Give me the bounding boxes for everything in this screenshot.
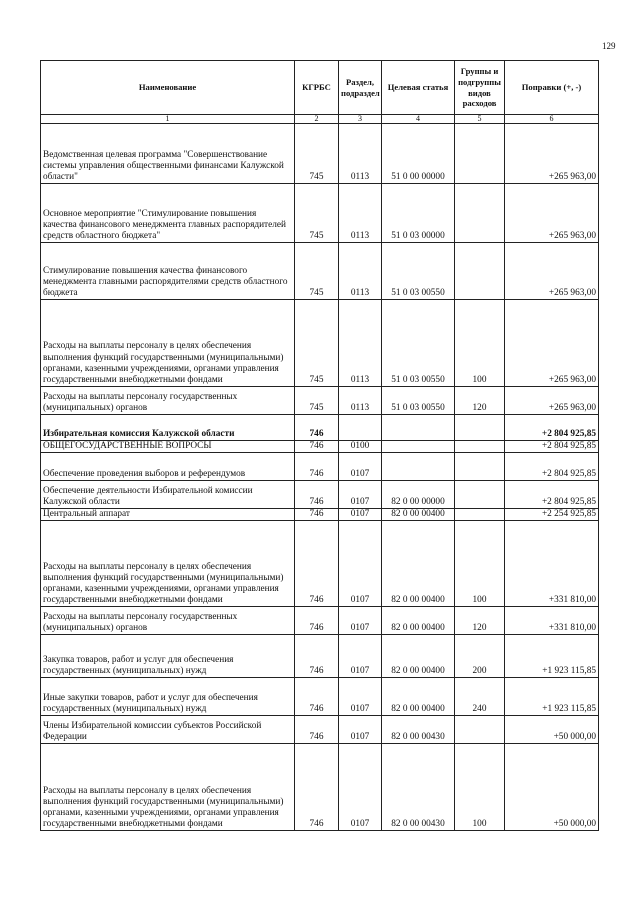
column-number-row (41, 115, 599, 124)
row-kgrbs: 746 (295, 635, 339, 678)
row-amount: +2 804 925,85 (505, 441, 599, 453)
row-kgrbs: 746 (295, 415, 339, 441)
row-section: 0107 (339, 635, 382, 678)
page-number: 129 (602, 41, 616, 51)
row-kgrbs: 745 (295, 300, 339, 387)
row-expense-group (455, 415, 505, 441)
row-name: ОБЩЕГОСУДАРСТВЕННЫЕ ВОПРОСЫ (41, 441, 295, 453)
column-number: 5 (455, 115, 505, 124)
row-kgrbs: 746 (295, 441, 339, 453)
row-name: Расходы на выплаты персоналу в целях обеспечения выполнения функций государственными (муниципальными) органами, казенными учреждениями, органами управления государственными внебюджетными фондами (41, 744, 295, 831)
table-row (41, 453, 599, 481)
row-kgrbs: 745 (295, 243, 339, 300)
row-name: Избирательная комиссия Калужской области (41, 415, 295, 441)
row-target-article: 82 0 00 00400 (382, 678, 455, 716)
row-target-article: 82 0 00 00430 (382, 716, 455, 744)
row-section: 0107 (339, 509, 382, 521)
row-amount: +2 804 925,85 (505, 453, 599, 481)
row-amount: +265 963,00 (505, 300, 599, 387)
header-amendments: Поправки (+, -) (505, 61, 599, 115)
row-name: Расходы на выплаты персоналу в целях обеспечения выполнения функций государственными (муниципальными) органами, казенными учреждениями, органами управления государственными внебюджетными фондами (41, 521, 295, 607)
row-expense-group: 120 (455, 387, 505, 415)
row-amount: +2 804 925,85 (505, 481, 599, 509)
row-section: 0107 (339, 607, 382, 635)
row-section: 0100 (339, 441, 382, 453)
row-expense-group (455, 453, 505, 481)
header-section: Раздел, подраздел (339, 61, 382, 115)
row-section: 0107 (339, 678, 382, 716)
row-section: 0113 (339, 184, 382, 243)
row-kgrbs: 746 (295, 744, 339, 831)
row-expense-group (455, 184, 505, 243)
column-number: 6 (505, 115, 599, 124)
table-row (41, 509, 599, 521)
column-number: 1 (41, 115, 295, 124)
row-amount: +50 000,00 (505, 716, 599, 744)
row-kgrbs: 745 (295, 124, 339, 184)
row-expense-group: 100 (455, 521, 505, 607)
row-target-article: 82 0 00 00400 (382, 635, 455, 678)
table-row (41, 184, 599, 243)
row-amount: +50 000,00 (505, 744, 599, 831)
row-expense-group (455, 509, 505, 521)
row-kgrbs: 746 (295, 481, 339, 509)
row-target-article (382, 415, 455, 441)
row-target-article: 51 0 00 00000 (382, 124, 455, 184)
row-expense-group: 120 (455, 607, 505, 635)
row-section: 0113 (339, 243, 382, 300)
row-target-article (382, 441, 455, 453)
row-target-article: 82 0 00 00430 (382, 744, 455, 831)
row-target-article: 51 0 03 00550 (382, 387, 455, 415)
row-amount: +1 923 115,85 (505, 678, 599, 716)
row-name: Ведомственная целевая программа "Совершенствование системы управления общественными финансами Калужской области" (41, 124, 295, 184)
table-row (41, 300, 599, 387)
row-section: 0107 (339, 453, 382, 481)
table-row (41, 678, 599, 716)
header-name: Наименование (41, 61, 295, 115)
row-name: Обеспечение деятельности Избирательной комиссии Калужской области (41, 481, 295, 509)
row-section: 0113 (339, 387, 382, 415)
row-name: Основное мероприятие "Стимулирование повышения качества финансового менеджмента главных распорядителей средств областного бюджета" (41, 184, 295, 243)
row-amount: +1 923 115,85 (505, 635, 599, 678)
table-row (41, 607, 599, 635)
row-expense-group (455, 441, 505, 453)
row-section: 0107 (339, 481, 382, 509)
row-name: Закупка товаров, работ и услуг для обеспечения государственных (муниципальных) нужд (41, 635, 295, 678)
column-number: 3 (339, 115, 382, 124)
header-row (41, 61, 599, 115)
row-amount: +265 963,00 (505, 124, 599, 184)
row-target-article: 82 0 00 00400 (382, 521, 455, 607)
row-name: Члены Избирательной комиссии субъектов Российской Федерации (41, 716, 295, 744)
row-kgrbs: 745 (295, 387, 339, 415)
row-kgrbs: 746 (295, 509, 339, 521)
row-amount: +265 963,00 (505, 184, 599, 243)
row-amount: +331 810,00 (505, 521, 599, 607)
row-expense-group (455, 124, 505, 184)
row-name: Расходы на выплаты персоналу государственных (муниципальных) органов (41, 607, 295, 635)
row-name: Обеспечение проведения выборов и референдумов (41, 453, 295, 481)
row-section: 0113 (339, 300, 382, 387)
row-target-article: 51 0 03 00000 (382, 184, 455, 243)
row-target-article: 82 0 00 00400 (382, 509, 455, 521)
row-target-article: 82 0 00 00000 (382, 481, 455, 509)
header-expense-group: Группы и подгруппы видов расходов (455, 61, 505, 115)
table-row (41, 744, 599, 831)
table-row (41, 124, 599, 184)
row-kgrbs: 745 (295, 184, 339, 243)
table-row (41, 415, 599, 441)
row-kgrbs: 746 (295, 607, 339, 635)
row-kgrbs: 746 (295, 678, 339, 716)
row-target-article (382, 453, 455, 481)
table-row (41, 481, 599, 509)
budget-amendments-table (40, 60, 599, 831)
row-kgrbs: 746 (295, 716, 339, 744)
row-expense-group (455, 716, 505, 744)
table-row (41, 441, 599, 453)
row-target-article: 51 0 03 00550 (382, 243, 455, 300)
table-row (41, 521, 599, 607)
row-amount: +265 963,00 (505, 243, 599, 300)
row-name: Стимулирование повышения качества финансового менеджмента главными распорядителями средств областного бюджета (41, 243, 295, 300)
row-expense-group (455, 481, 505, 509)
row-expense-group: 100 (455, 300, 505, 387)
row-section: 0107 (339, 744, 382, 831)
row-section (339, 415, 382, 441)
row-section: 0113 (339, 124, 382, 184)
row-section: 0107 (339, 521, 382, 607)
table-row (41, 387, 599, 415)
row-name: Расходы на выплаты персоналу в целях обеспечения выполнения функций государственными (муниципальными) органами, казенными учреждениями, органами управления государственными внебюджетными фондами (41, 300, 295, 387)
column-number: 4 (382, 115, 455, 124)
row-expense-group: 200 (455, 635, 505, 678)
row-name: Расходы на выплаты персоналу государственных (муниципальных) органов (41, 387, 295, 415)
row-name: Иные закупки товаров, работ и услуг для обеспечения государственных (муниципальных) нужд (41, 678, 295, 716)
header-kgrbs: КГРБС (295, 61, 339, 115)
row-expense-group: 100 (455, 744, 505, 831)
table-row (41, 635, 599, 678)
row-target-article: 82 0 00 00400 (382, 607, 455, 635)
header-target-article: Целевая статья (382, 61, 455, 115)
row-kgrbs: 746 (295, 453, 339, 481)
row-target-article: 51 0 03 00550 (382, 300, 455, 387)
column-number: 2 (295, 115, 339, 124)
row-amount: +2 254 925,85 (505, 509, 599, 521)
row-kgrbs: 746 (295, 521, 339, 607)
row-amount: +331 810,00 (505, 607, 599, 635)
table-row (41, 243, 599, 300)
row-name: Центральный аппарат (41, 509, 295, 521)
row-amount: +265 963,00 (505, 387, 599, 415)
row-expense-group: 240 (455, 678, 505, 716)
row-section: 0107 (339, 716, 382, 744)
row-expense-group (455, 243, 505, 300)
row-amount: +2 804 925,85 (505, 415, 599, 441)
table-row (41, 716, 599, 744)
